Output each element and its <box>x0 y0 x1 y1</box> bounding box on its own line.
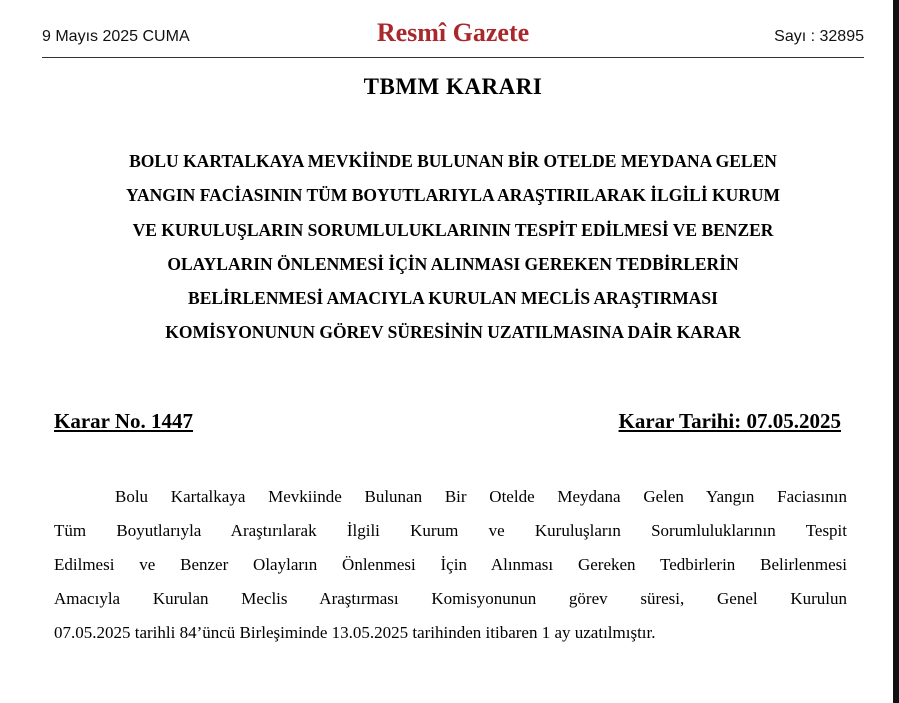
body-line: Tüm Boyutlarıyla Araştırılarak İlgili Kurum ve Kuruluşların Sorumluluklarının Tespit <box>54 521 847 540</box>
decision-heading <box>42 144 864 350</box>
heading-line: OLAYLARIN ÖNLENMESİ İÇİN ALINMASI GEREKEN TEDBİRLERİN <box>167 253 739 274</box>
heading-line: BOLU KARTALKAYA MEVKİİNDE BULUNAN BİR OTELDE MEYDANA GELEN <box>129 151 777 171</box>
body-line: Amacıyla Kurulan Meclis Araştırması Komisyonunun görev süresi, Genel Kurulun <box>54 589 847 608</box>
decision-date: Karar Tarihi: 07.05.2025 <box>618 409 841 433</box>
body-line: Bolu Kartalkaya Mevkiinde Bulunan Bir Otelde Meydana Gelen Yangın Faciasının <box>115 487 847 506</box>
decision-body <box>54 480 847 650</box>
body-line: 07.05.2025 tarihli 84’üncü Birleşiminde 13.05.2025 tarihinden itibaren 1 ay uzatılmıştır. <box>54 623 656 642</box>
decision-number: Karar No. 1447 <box>54 409 194 433</box>
gazette-header <box>42 18 864 56</box>
heading-line: BELİRLENMESİ AMACIYLA KURULAN MECLİS ARAŞTIRMASI <box>188 288 718 309</box>
heading-line: YANGIN FACİASININ TÜM BOYUTLARIYLA ARAŞTIRILARAK İLGİLİ KURUM <box>125 185 781 206</box>
heading-line: VE KURULUŞLARIN SORUMLULUKLARININ TESPİT EDİLMESİ VE BENZER <box>132 219 774 240</box>
viewer-edge <box>893 0 899 703</box>
section-title: TBMM KARARI <box>363 74 543 99</box>
gazette-masthead: Resmî Gazete <box>376 18 530 47</box>
header-divider <box>42 57 864 58</box>
publication-date: 9 Mayıs 2025 CUMA <box>42 28 190 45</box>
issue-number: Sayı : 32895 <box>774 28 864 45</box>
body-line: Edilmesi ve Benzer Olayların Önlenmesi İçin Alınması Gereken Tedbirlerin Belirlenmesi <box>54 555 847 574</box>
heading-line: KOMİSYONUNUN GÖREV SÜRESİNİN UZATILMASINA DAİR KARAR <box>165 322 741 343</box>
